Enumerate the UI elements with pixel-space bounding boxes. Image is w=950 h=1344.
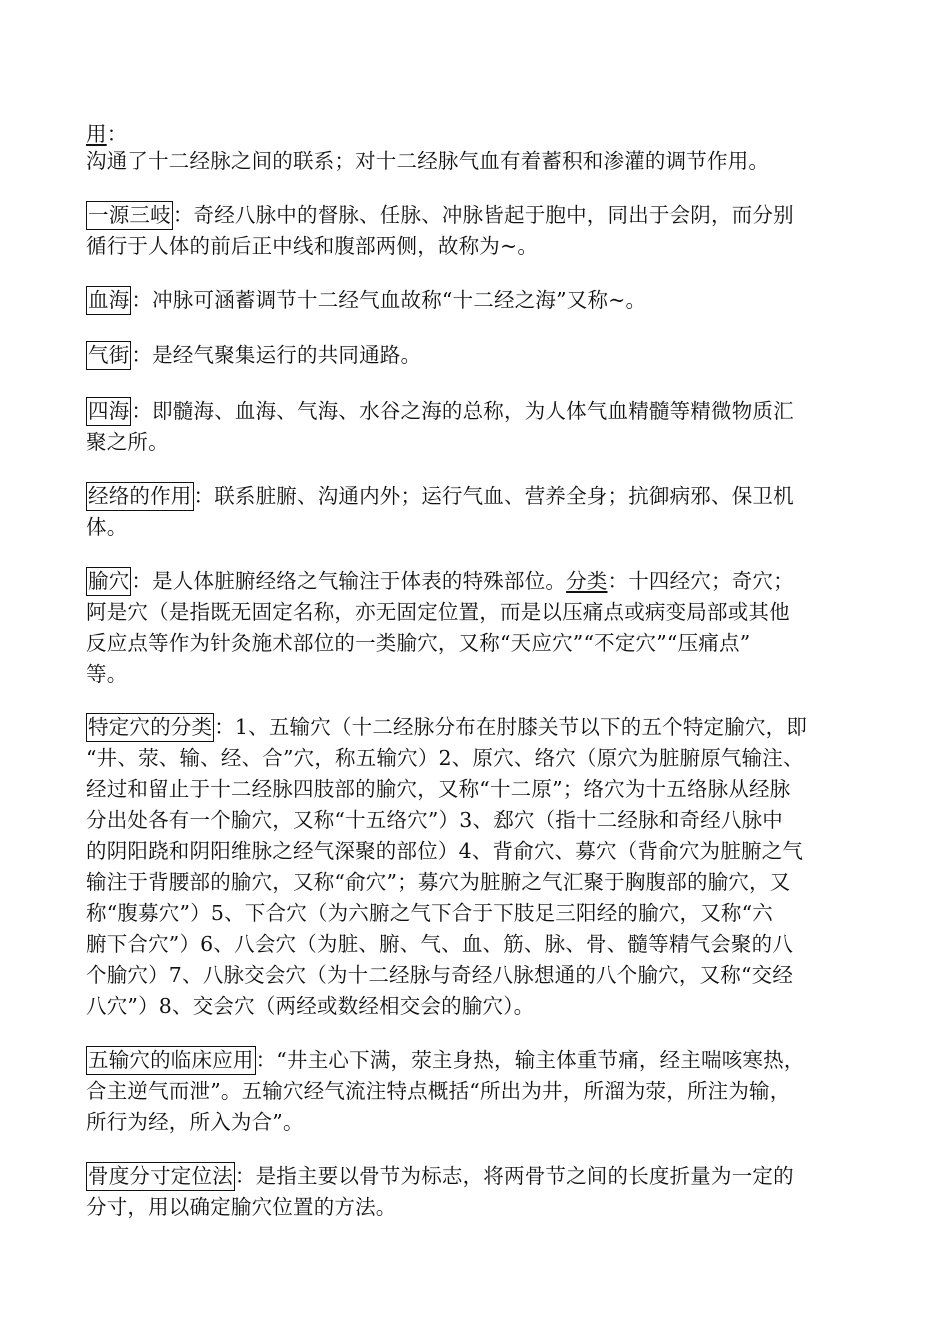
- text-line: 五输穴的临床应用：“井主心下满，荥主身热，输主体重节痛，经主喘咳寒热，: [86, 1045, 805, 1076]
- text-line: “井、荥、输、经、合”穴，称五输穴）2、原穴、络穴（原穴为脏腑原气输注、: [86, 746, 804, 770]
- text-line: 八穴”）8、交会穴（两经或数经相交会的腧穴）。: [86, 994, 535, 1018]
- text-line: 经络的作用：联系脏腑、沟通内外；运行气血、营养全身；抗御病邪、保卫机: [86, 481, 794, 512]
- term-box: 特定穴的分类: [86, 713, 214, 742]
- text-line: 沟通了十二经脉之间的联系；对十二经脉气血有着蓄积和渗灌的调节作用。: [86, 149, 770, 173]
- text-line: 骨度分寸定位法：是指主要以骨节为标志，将两骨节之间的长度折量为一定的: [86, 1161, 794, 1192]
- underlined-text: 分类: [566, 569, 608, 593]
- text-line: 分寸，用以确定腧穴位置的方法。: [86, 1195, 397, 1219]
- text-line: 阿是穴（是指既无固定名称，亦无固定位置，而是以压痛点或病变局部或其他: [86, 600, 790, 624]
- term-box: 四海: [86, 397, 131, 426]
- term-box: 气街: [86, 341, 131, 370]
- text-line: 血海：冲脉可涵蓄调节十二经气血故称“十二经之海”又称~。: [86, 285, 646, 316]
- text-line: 聚之所。: [86, 430, 169, 454]
- text-line: 所行为经，所入为合”。: [86, 1110, 304, 1134]
- text-line: 腧穴：是人体脏腑经络之气输注于体表的特殊部位。分类：十四经穴；奇穴；: [86, 566, 794, 597]
- text-line: 反应点等作为针灸施术部位的一类腧穴，又称“天应穴”“不定穴”“压痛点”: [86, 631, 751, 655]
- text-line: 个腧穴）7、八脉交会穴（为十二经脉与奇经八脉想通的八个腧穴，又称“交经: [86, 963, 794, 987]
- text-line: 经过和留止于十二经脉四肢部的腧穴，又称“十二原”；络穴为十五络脉从经脉: [86, 777, 791, 801]
- text-line: 的阴阳跷和阴阳维脉之经气深聚的部位）4、背俞穴、募穴（背俞穴为脏腑之气: [86, 839, 804, 863]
- text-line: 特定穴的分类：1、五输穴（十二经脉分布在肘膝关节以下的五个特定腧穴，即: [86, 712, 807, 743]
- text-line: 用：: [86, 122, 128, 146]
- term-box: 五输穴的临床应用: [86, 1046, 256, 1075]
- term-box: 一源三岐: [86, 201, 173, 230]
- text-line: 气街：是经气聚集运行的共同通路。: [86, 340, 421, 371]
- text-line: 循行于人体的前后正中线和腹部两侧，故称为~。: [86, 234, 539, 258]
- text-line: 称“腹募穴”）5、下合穴（为六腑之气下合于下肢足三阳经的腧穴，又称“六: [86, 901, 773, 925]
- text-line: 体。: [86, 515, 128, 539]
- text-line: 等。: [86, 662, 128, 686]
- text-line: 四海：即髓海、血海、气海、水谷之海的总称，为人体气血精髓等精微物质汇: [86, 396, 794, 427]
- term-box: 骨度分寸定位法: [86, 1162, 235, 1191]
- underlined-text: 用: [86, 122, 107, 146]
- term-box: 经络的作用: [86, 482, 194, 511]
- text-line: 输注于背腰部的腧穴，又称“俞穴”；募穴为脏腑之气汇聚于胸腹部的腧穴，又: [86, 870, 791, 894]
- text-line: 腑下合穴”）6、八会穴（为脏、腑、气、血、筋、脉、骨、髓等精气会聚的八: [86, 932, 794, 956]
- text-line: 分出处各有一个腧穴，又称“十五络穴”）3、郄穴（指十二经脉和奇经八脉中: [86, 808, 784, 832]
- term-box: 血海: [86, 286, 131, 315]
- text-line: 合主逆气而泄”。五输穴经气流注特点概括“所出为井，所溜为荥，所注为输，: [86, 1079, 791, 1103]
- term-box: 腧穴: [86, 567, 131, 596]
- text-line: 一源三岐：奇经八脉中的督脉、任脉、冲脉皆起于胞中，同出于会阴，而分别: [86, 200, 794, 231]
